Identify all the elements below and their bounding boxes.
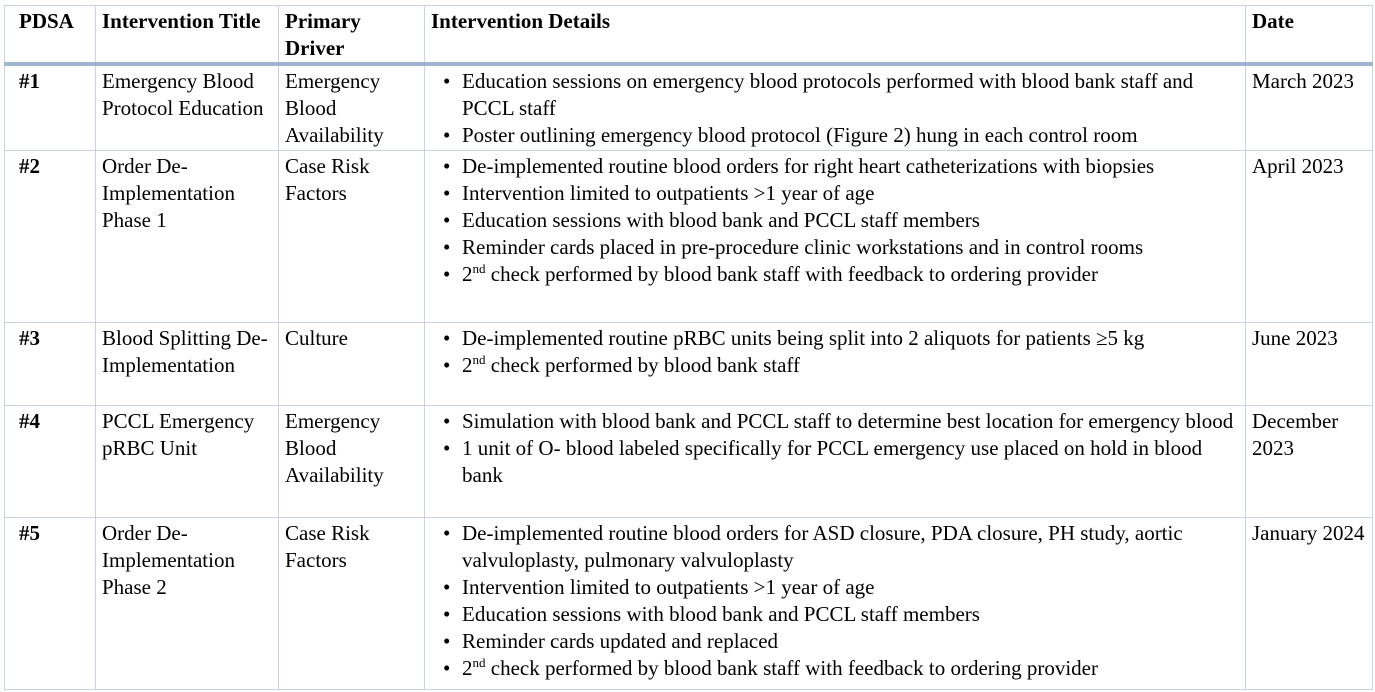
ordinal-number: 2 (462, 261, 473, 286)
ordinal-suffix: nd (472, 260, 486, 276)
detail-item: • Reminder cards updated and replaced (462, 628, 1239, 655)
detail-text: check performed by blood bank staff (490, 352, 801, 377)
row-date: January 2024 (1246, 517, 1373, 689)
row-details (425, 517, 1246, 689)
row-date: April 2023 (1246, 150, 1373, 322)
row-driver: Emergency Blood Availability (279, 405, 425, 517)
ordinal-number: 2 (462, 655, 473, 680)
row-details (425, 405, 1246, 517)
row-date: June 2023 (1246, 322, 1373, 405)
detail-item: • Intervention limited to outpatients >1 year of age (462, 180, 1239, 207)
header-row (5, 6, 1373, 65)
row-driver: Case Risk Factors (279, 517, 425, 689)
row-title: PCCL Emergency pRBC Unit (96, 405, 279, 517)
row-driver: Case Risk Factors (279, 150, 425, 322)
row-number: #3 (5, 322, 96, 405)
detail-item: • Simulation with blood bank and PCCL staff to determine best location for emergency blood (462, 408, 1239, 435)
header-title: Intervention Title (96, 6, 279, 65)
row-title: Blood Splitting De-Implementation (96, 322, 279, 405)
row-details (425, 322, 1246, 405)
table-row (5, 150, 1373, 322)
detail-item: • De-implemented routine blood orders for ASD closure, PDA closure, PH study, aortic valvuloplasty, pulmonary valvuloplasty (462, 520, 1239, 574)
ordinal-number: 2 (462, 352, 473, 377)
row-number: #1 (5, 64, 96, 150)
detail-item: • Intervention limited to outpatients >1 year of age (462, 574, 1239, 601)
row-date: March 2023 (1246, 64, 1373, 150)
header-pdsa: PDSA (5, 6, 96, 65)
pdsa-table (4, 5, 1373, 690)
detail-item (462, 655, 1239, 682)
row-title: Order De-Implementation Phase 2 (96, 517, 279, 689)
ordinal-suffix: nd (472, 654, 486, 670)
detail-item: • Education sessions on emergency blood protocols performed with blood bank staff and PCCL staff (462, 68, 1239, 122)
detail-item: • Reminder cards placed in pre-procedure clinic workstations and in control rooms (462, 234, 1239, 261)
detail-item: • Poster outlining emergency blood protocol (Figure 2) hung in each control room (462, 122, 1239, 149)
ordinal-suffix: nd (472, 351, 486, 367)
row-number: #4 (5, 405, 96, 517)
table-row (5, 64, 1373, 150)
table-row (5, 517, 1373, 689)
detail-item: • De-implemented routine pRBC units being split into 2 aliquots for patients ≥5 kg (462, 325, 1239, 352)
row-number: #5 (5, 517, 96, 689)
detail-item (462, 261, 1239, 288)
detail-item: • 1 unit of O- blood labeled specifically for PCCL emergency use placed on hold in blood bank (462, 435, 1239, 489)
row-driver: Culture (279, 322, 425, 405)
row-driver: Emergency Blood Availability (279, 64, 425, 150)
detail-item: • Education sessions with blood bank and PCCL staff members (462, 601, 1239, 628)
row-title: Order De-Implementation Phase 1 (96, 150, 279, 322)
row-date: December 2023 (1246, 405, 1373, 517)
detail-text: check performed by blood bank staff with feedback to ordering provider (490, 261, 1098, 286)
header-date: Date (1246, 6, 1373, 65)
detail-item (462, 352, 1239, 379)
header-details: Intervention Details (425, 6, 1246, 65)
table-row (5, 322, 1373, 405)
row-details (425, 64, 1246, 150)
detail-item: • Education sessions with blood bank and PCCL staff members (462, 207, 1239, 234)
table-row (5, 405, 1373, 517)
header-driver: Primary Driver (279, 6, 425, 65)
detail-text: check performed by blood bank staff with feedback to ordering provider (490, 655, 1098, 680)
row-number: #2 (5, 150, 96, 322)
detail-item: • De-implemented routine blood orders for right heart catheterizations with biopsies (462, 153, 1239, 180)
row-details (425, 150, 1246, 322)
row-title: Emergency Blood Protocol Education (96, 64, 279, 150)
